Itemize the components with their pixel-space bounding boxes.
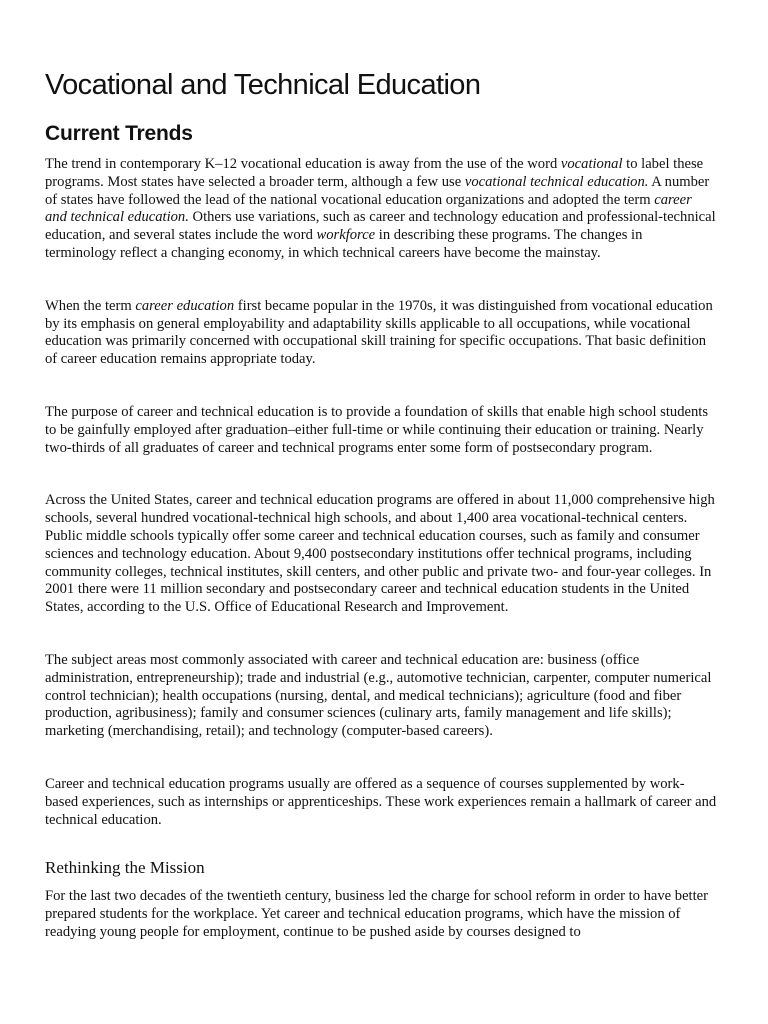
paragraph-school-reform: For the last two decades of the twentieth century, business led the charge for school reform in order to have better prepared students for the workplace. Yet career and technical education programs, which have the mission of readying young people for employment, continue to be pushed aside by courses designed to [45,888,708,940]
text-run: to label these programs. Most states have selected a broader term, although a few use [45,156,704,190]
emphasis-workforce: workforce [316,227,376,244]
text-run: A number of states have followed the lead of the national vocational education organizations and adopted the term [45,173,710,208]
paragraph-work-based-experiences: Career and technical education programs usually are offered as a sequence of courses supplemented by work-based experiences, such as internships or apprenticeships. These work experiences remain a hallmark of career and technical education. [45,775,717,828]
emphasis-vocational-technical-education: vocational technical education. [464,173,649,190]
emphasis-career-and-technical-education: career and technical education. [45,191,692,226]
text-run: The trend in contemporary K–12 vocational education is away from the use of the word [45,156,561,172]
paragraph-purpose: The purpose of career and technical education is to provide a foundation of skills that enable high school students to be gainfully employed after graduation–either full-time or while continuing their education or training. Nearly two-thirds of all graduates of career and technical programs enter some form of postsecondary program. [45,403,709,456]
paragraph-career-education [45,298,717,369]
paragraph-subject-areas: The subject areas most commonly associated with career and technical education are: business (office administration, entrepreneurship); trade and industrial (e.g., automotive technician, carpenter, computer numerical control technician); health occupations (nursing, dental, and medical technicians); agriculture (food and fiber production, agribusiness); family and consumer sciences (culinary arts, family management and life skills); marketing (merchandising, retail); and technology (computer-based careers). [45,651,712,740]
page-title: Vocational and Technical Education [45,69,481,101]
text-run: first became popular in the 1970s, it was distinguished from vocational education by its emphasis on general employability and adaptability skills applicable to all occupations, while vocational education was primarily concerned with occupational skill training for specific occupations. That basic definition of career education remains appropriate today. [45,297,713,368]
subsection-heading-rethinking-the-mission: Rethinking the Mission [45,858,205,878]
emphasis-career-education: career education [135,297,235,314]
paragraph-terminology [45,156,717,263]
text-run: Others use variations, such as career and technology education and professional-technical education, and several states include the word [45,209,716,244]
paragraph-programs-offered: Across the United States, career and technical education programs are offered in about 11,000 comprehensive high schools, several hundred vocational-technical high schools, and about 1,400 area vocational-technical centers. Public middle schools typically offer some career and technical education courses, such as family and consumer sciences and technology education. About 9,400 postsecondary institutions offer technical programs, including community colleges, technical institutes, skill centers, and other public and private two- and four-year colleges. In 2001 there were 11 million secondary and postsecondary career and technical education students in the United States, according to the U.S. Office of Educational Research and Improvement. [45,492,715,616]
section-heading-current-trends: Current Trends [45,122,193,145]
text-run: in describing these programs. The changes in terminology reflect a changing economy, in which technical careers have become the mainstay. [45,227,643,261]
document-page [45,0,717,942]
text-run: When the term [45,297,136,314]
emphasis-vocational: vocational [560,156,623,172]
